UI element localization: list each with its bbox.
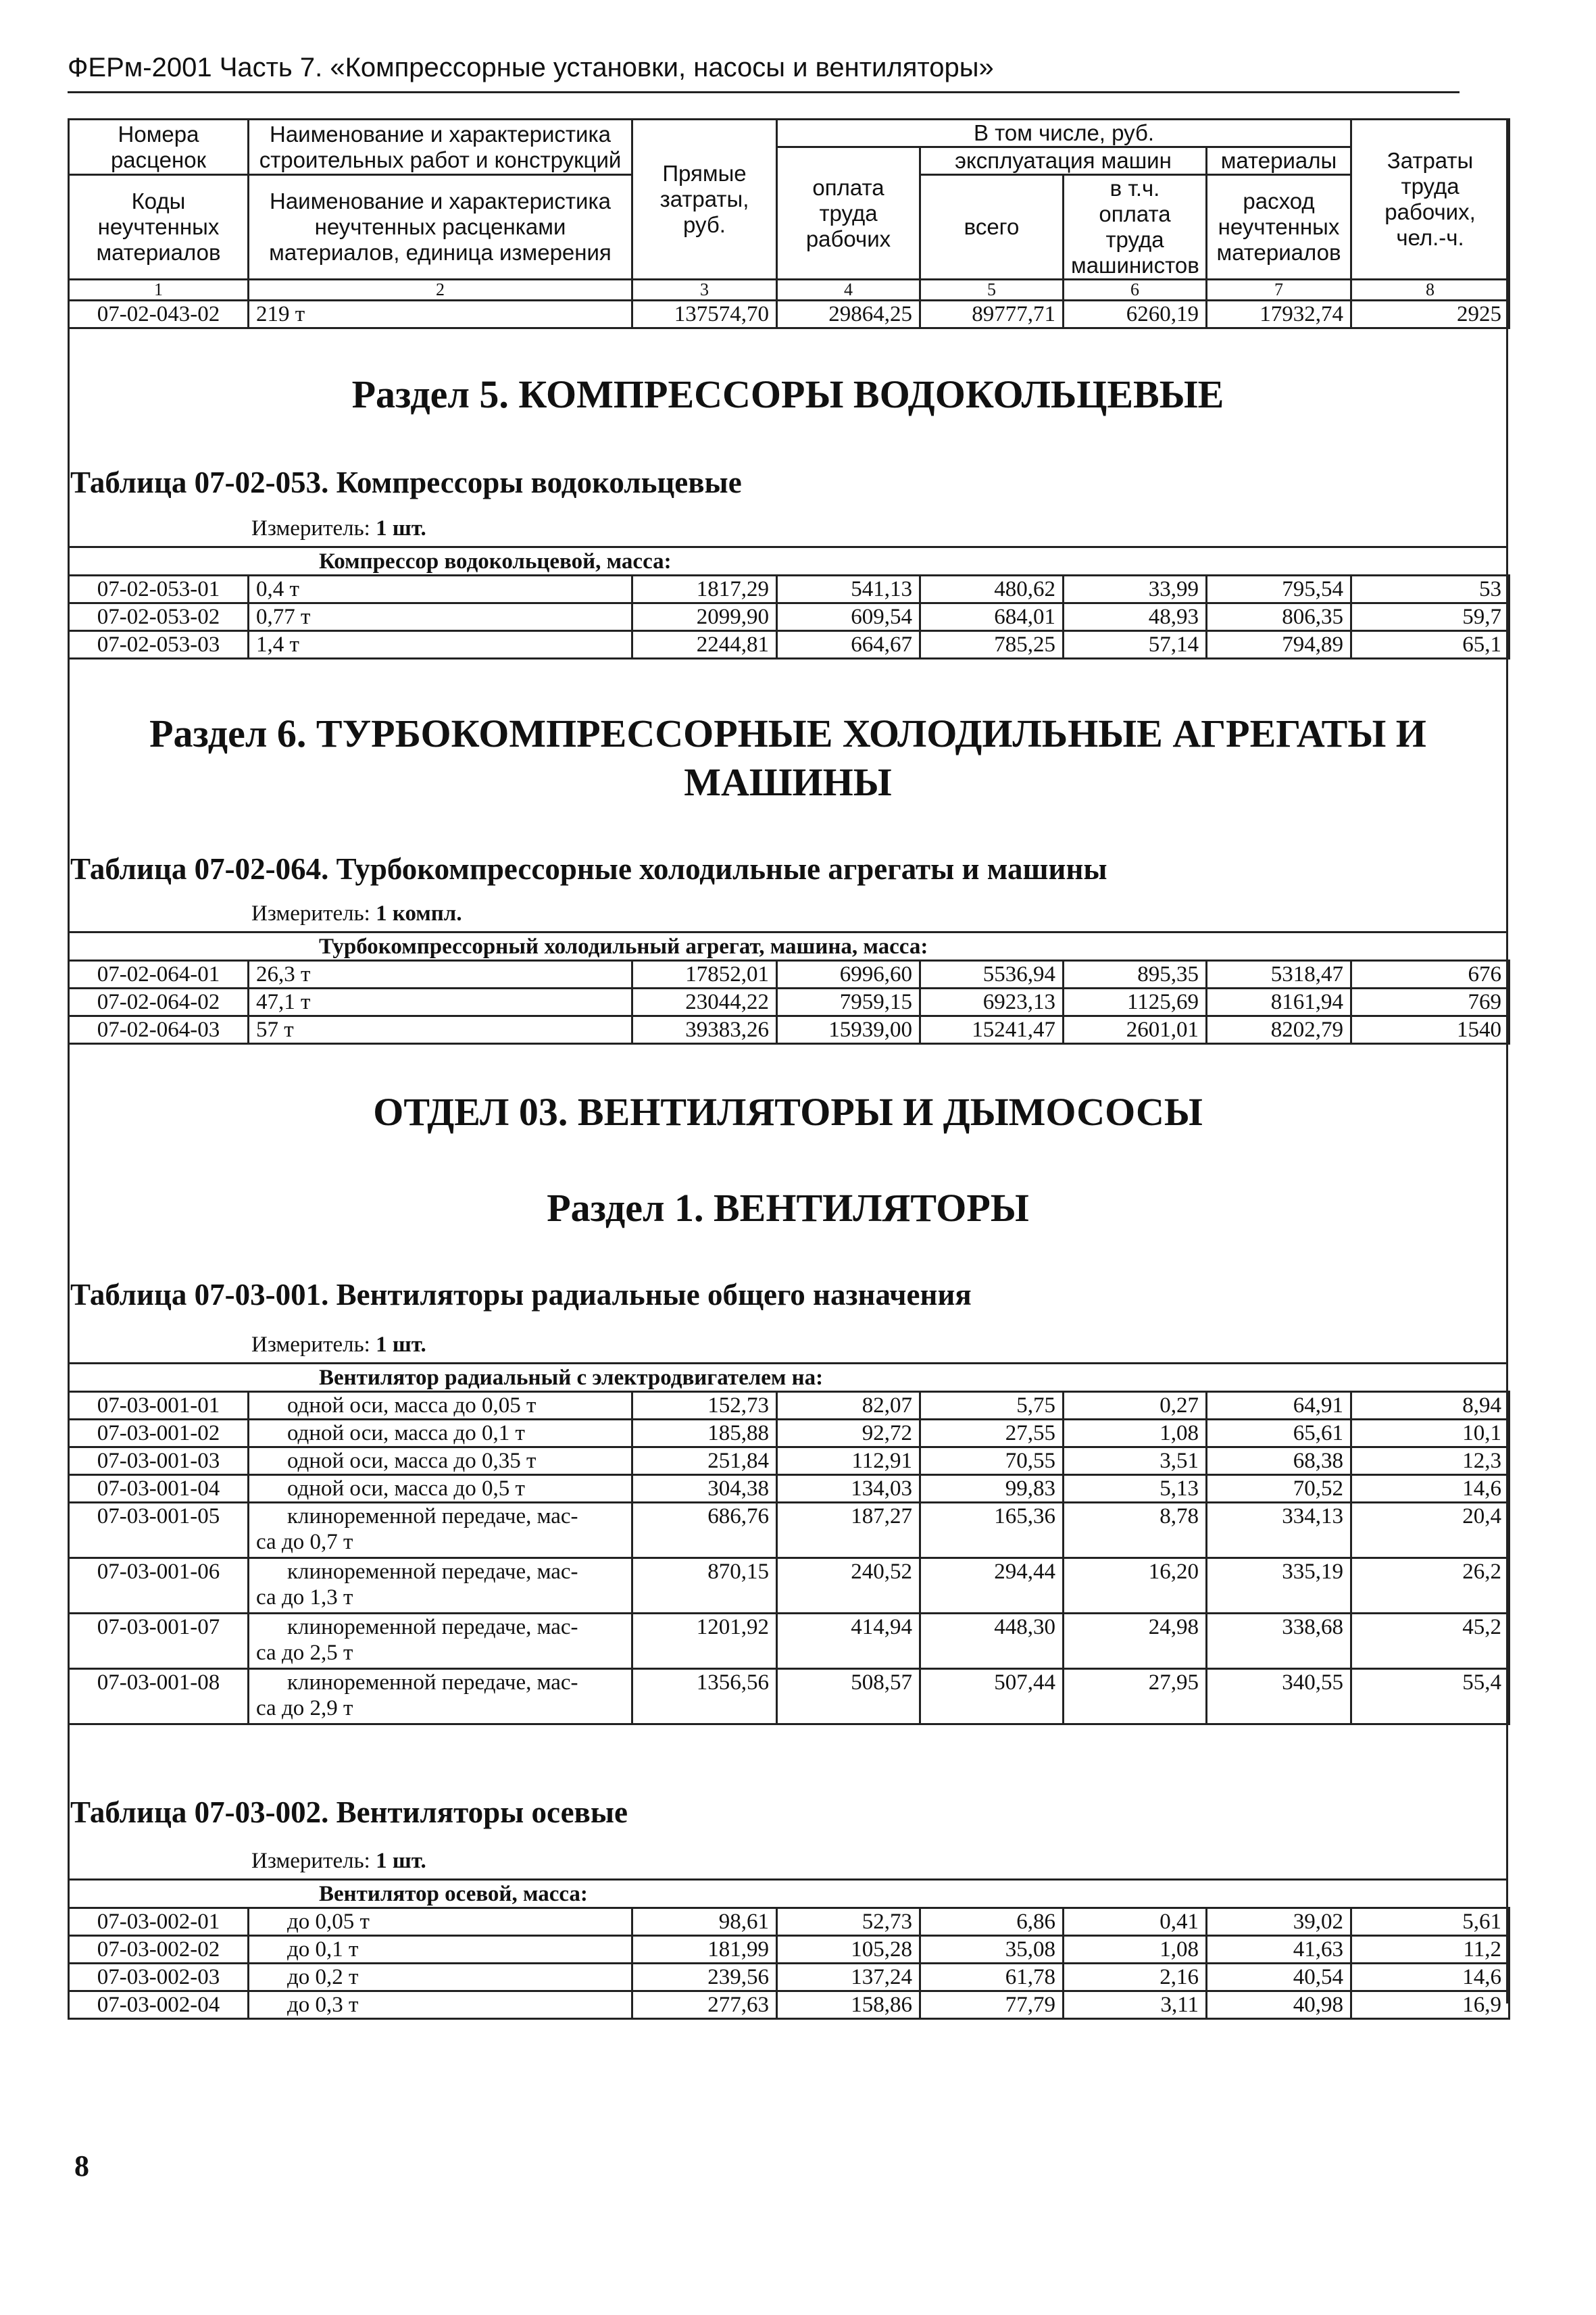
row-worker-pay: 105,28 xyxy=(777,1936,920,1964)
row-code: 07-03-001-08 xyxy=(69,1669,249,1724)
row-direct-costs: 1201,92 xyxy=(632,1614,777,1669)
row-direct-costs: 17852,01 xyxy=(632,961,777,989)
column-header-table xyxy=(68,118,1510,329)
row-operator-pay: 2601,01 xyxy=(1064,1016,1207,1044)
row-direct-costs: 1817,29 xyxy=(632,576,777,603)
table-row xyxy=(69,1016,1510,1044)
row-code: 07-02-053-02 xyxy=(69,603,249,631)
group-row xyxy=(68,931,1508,961)
row-labor-hours: 53 xyxy=(1351,576,1510,603)
row-code: 07-03-001-07 xyxy=(69,1614,249,1669)
row-worker-pay: 134,03 xyxy=(777,1475,920,1503)
row-operator-pay: 3,51 xyxy=(1064,1447,1207,1475)
row-operator-pay: 16,20 xyxy=(1064,1558,1207,1614)
row-machines-total: 5,75 xyxy=(920,1392,1064,1420)
row-material-use: 340,55 xyxy=(1207,1669,1351,1724)
department-03-section-1-title: Раздел 1. ВЕНТИЛЯТОРЫ xyxy=(547,1186,1029,1230)
row-code: 07-03-002-01 xyxy=(69,1908,249,1936)
row-direct-costs: 137574,70 xyxy=(632,301,777,328)
row-code: 07-02-064-02 xyxy=(69,989,249,1016)
row-machines-total: 507,44 xyxy=(920,1669,1064,1724)
row-labor-hours: 45,2 xyxy=(1351,1614,1510,1669)
unit-label: Измеритель: xyxy=(251,1333,370,1357)
row-machines-total: 6923,13 xyxy=(920,989,1064,1016)
row-worker-pay: 52,73 xyxy=(777,1908,920,1936)
row-machines-total: 15241,47 xyxy=(920,1016,1064,1044)
unit-value: 1 шт. xyxy=(376,516,426,541)
row-desc: 219 т xyxy=(249,301,632,328)
table-row xyxy=(69,1475,1510,1503)
row-material-use: 40,98 xyxy=(1207,1991,1351,2019)
row-worker-pay: 508,57 xyxy=(777,1669,920,1724)
table-row xyxy=(69,1964,1510,1991)
row-operator-pay: 6260,19 xyxy=(1064,301,1207,328)
row-material-use: 8202,79 xyxy=(1207,1016,1351,1044)
section-5-title: Раздел 5. КОМПРЕССОРЫ ВОДОКОЛЬЦЕВЫЕ xyxy=(351,372,1224,416)
row-machines-total: 61,78 xyxy=(920,1964,1064,1991)
unit-line xyxy=(251,1849,426,1874)
group-label: Вентилятор осевой, масса: xyxy=(319,1882,588,1906)
table-07-02-053-title: Таблица 07-02-053. Компрессоры водокольцевые xyxy=(70,466,742,499)
col-header-work-name: Наименование и характеристика строительных работ и конструкций xyxy=(249,120,632,175)
col-number: 2 xyxy=(249,280,632,301)
col-header-worker-pay: оплата труда рабочих xyxy=(777,147,920,280)
row-desc xyxy=(249,1614,632,1669)
row-desc-line1: клиноременной передаче, мас- xyxy=(287,1504,578,1528)
row-operator-pay: 33,99 xyxy=(1064,576,1207,603)
row-desc: одной оси, масса до 0,5 т xyxy=(249,1475,632,1503)
col-number: 4 xyxy=(777,280,920,301)
unit-value: 1 шт. xyxy=(376,1849,426,1873)
table-row xyxy=(69,1908,1510,1936)
row-labor-hours: 2925 xyxy=(1351,301,1510,328)
page-number: 8 xyxy=(74,2149,89,2183)
row-material-use: 334,13 xyxy=(1207,1503,1351,1558)
row-desc: 47,1 т xyxy=(249,989,632,1016)
unit-label: Измеритель: xyxy=(251,516,370,541)
row-material-use: 39,02 xyxy=(1207,1908,1351,1936)
row-material-use: 5318,47 xyxy=(1207,961,1351,989)
row-worker-pay: 15939,00 xyxy=(777,1016,920,1044)
group-row xyxy=(68,1362,1508,1392)
table-07-02-053 xyxy=(68,574,1510,659)
row-labor-hours: 12,3 xyxy=(1351,1447,1510,1475)
row-worker-pay: 187,27 xyxy=(777,1503,920,1558)
row-code: 07-03-001-03 xyxy=(69,1447,249,1475)
row-machines-total: 684,01 xyxy=(920,603,1064,631)
unit-label: Измеритель: xyxy=(251,1849,370,1873)
running-header: ФЕРм-2001 Часть 7. «Компрессорные установки, насосы и вентиляторы» xyxy=(68,53,994,82)
unit-line xyxy=(251,1333,426,1358)
row-machines-total: 89777,71 xyxy=(920,301,1064,328)
col-header-machines-total: всего xyxy=(920,175,1064,280)
table-row xyxy=(69,603,1510,631)
col-header-machines: эксплуатация машин xyxy=(920,147,1207,175)
row-code: 07-03-002-03 xyxy=(69,1964,249,1991)
row-operator-pay: 0,27 xyxy=(1064,1392,1207,1420)
row-direct-costs: 2099,90 xyxy=(632,603,777,631)
table-row xyxy=(69,1447,1510,1475)
row-worker-pay: 664,67 xyxy=(777,631,920,659)
row-machines-total: 480,62 xyxy=(920,576,1064,603)
row-worker-pay: 92,72 xyxy=(777,1420,920,1447)
row-desc: 0,4 т xyxy=(249,576,632,603)
col-number: 6 xyxy=(1064,280,1207,301)
row-worker-pay: 112,91 xyxy=(777,1447,920,1475)
row-desc: до 0,05 т xyxy=(249,1908,632,1936)
row-direct-costs: 181,99 xyxy=(632,1936,777,1964)
row-labor-hours: 20,4 xyxy=(1351,1503,1510,1558)
row-worker-pay: 7959,15 xyxy=(777,989,920,1016)
table-row xyxy=(69,989,1510,1016)
row-desc xyxy=(249,1558,632,1614)
row-desc-line1: клиноременной передаче, мас- xyxy=(287,1615,578,1639)
row-desc: до 0,1 т xyxy=(249,1936,632,1964)
row-direct-costs: 23044,22 xyxy=(632,989,777,1016)
table-row xyxy=(69,1614,1510,1669)
col-header-rate-number: Номера расценок xyxy=(69,120,249,175)
table-row xyxy=(69,1392,1510,1420)
row-operator-pay: 1,08 xyxy=(1064,1420,1207,1447)
row-labor-hours: 14,6 xyxy=(1351,1475,1510,1503)
row-operator-pay: 0,41 xyxy=(1064,1908,1207,1936)
row-operator-pay: 8,78 xyxy=(1064,1503,1207,1558)
row-operator-pay: 3,11 xyxy=(1064,1991,1207,2019)
row-code: 07-02-064-01 xyxy=(69,961,249,989)
row-worker-pay: 6996,60 xyxy=(777,961,920,989)
row-labor-hours: 55,4 xyxy=(1351,1669,1510,1724)
row-operator-pay: 48,93 xyxy=(1064,603,1207,631)
row-code: 07-02-043-02 xyxy=(69,301,249,328)
row-code: 07-02-064-03 xyxy=(69,1016,249,1044)
row-material-use: 68,38 xyxy=(1207,1447,1351,1475)
col-number: 7 xyxy=(1207,280,1351,301)
row-worker-pay: 137,24 xyxy=(777,1964,920,1991)
col-number: 3 xyxy=(632,280,777,301)
table-row xyxy=(69,961,1510,989)
row-direct-costs: 98,61 xyxy=(632,1908,777,1936)
row-labor-hours: 14,6 xyxy=(1351,1964,1510,1991)
row-desc: до 0,3 т xyxy=(249,1991,632,2019)
row-desc xyxy=(249,1669,632,1724)
col-number: 5 xyxy=(920,280,1064,301)
table-row xyxy=(69,631,1510,659)
row-labor-hours: 5,61 xyxy=(1351,1908,1510,1936)
row-material-use: 40,54 xyxy=(1207,1964,1351,1991)
row-operator-pay: 1,08 xyxy=(1064,1936,1207,1964)
row-material-use: 65,61 xyxy=(1207,1420,1351,1447)
row-operator-pay: 2,16 xyxy=(1064,1964,1207,1991)
row-worker-pay: 414,94 xyxy=(777,1614,920,1669)
row-desc: 1,4 т xyxy=(249,631,632,659)
col-header-direct-costs: Прямые затраты, руб. xyxy=(632,120,777,280)
row-material-use: 338,68 xyxy=(1207,1614,1351,1669)
unit-line xyxy=(251,901,462,926)
row-code: 07-03-001-01 xyxy=(69,1392,249,1420)
row-desc: одной оси, масса до 0,1 т xyxy=(249,1420,632,1447)
row-desc: 57 т xyxy=(249,1016,632,1044)
row-direct-costs: 39383,26 xyxy=(632,1016,777,1044)
row-labor-hours: 26,2 xyxy=(1351,1558,1510,1614)
row-desc-line2: са до 2,5 т xyxy=(256,1641,353,1665)
table-07-03-001-title: Таблица 07-03-001. Вентиляторы радиальные общего назначения xyxy=(70,1278,972,1312)
table-row xyxy=(69,1420,1510,1447)
row-worker-pay: 82,07 xyxy=(777,1392,920,1420)
row-code: 07-03-001-05 xyxy=(69,1503,249,1558)
unit-value: 1 компл. xyxy=(376,901,462,926)
table-row xyxy=(69,1936,1510,1964)
row-machines-total: 5536,94 xyxy=(920,961,1064,989)
row-machines-total: 99,83 xyxy=(920,1475,1064,1503)
header-rule xyxy=(68,91,1460,93)
row-machines-total: 35,08 xyxy=(920,1936,1064,1964)
col-header-operator-pay: в т.ч. оплата труда машинистов xyxy=(1064,175,1207,280)
group-label: Компрессор водокольцевой, масса: xyxy=(319,549,672,574)
row-operator-pay: 895,35 xyxy=(1064,961,1207,989)
row-machines-total: 448,30 xyxy=(920,1614,1064,1669)
row-code: 07-03-001-06 xyxy=(69,1558,249,1614)
row-material-use: 806,35 xyxy=(1207,603,1351,631)
row-desc-line2: са до 0,7 т xyxy=(256,1530,353,1554)
group-row xyxy=(68,546,1508,576)
col-header-material-use: расход неучтенных материалов xyxy=(1207,175,1351,280)
row-desc: одной оси, масса до 0,35 т xyxy=(249,1447,632,1475)
table-row xyxy=(69,1503,1510,1558)
row-direct-costs: 2244,81 xyxy=(632,631,777,659)
col-header-including: В том числе, руб. xyxy=(777,120,1351,147)
row-direct-costs: 277,63 xyxy=(632,1991,777,2019)
group-label: Турбокомпрессорный холодильный агрегат, машина, масса: xyxy=(319,935,928,959)
row-material-use: 17932,74 xyxy=(1207,301,1351,328)
row-material-use: 795,54 xyxy=(1207,576,1351,603)
table-row xyxy=(69,1991,1510,2019)
row-operator-pay: 24,98 xyxy=(1064,1614,1207,1669)
row-worker-pay: 541,13 xyxy=(777,576,920,603)
row-operator-pay: 27,95 xyxy=(1064,1669,1207,1724)
department-03-title: ОТДЕЛ 03. ВЕНТИЛЯТОРЫ И ДЫМОСОСЫ xyxy=(373,1090,1203,1134)
row-labor-hours: 59,7 xyxy=(1351,603,1510,631)
table-07-03-002 xyxy=(68,1907,1510,2020)
row-material-use: 335,19 xyxy=(1207,1558,1351,1614)
table-07-02-064 xyxy=(68,960,1510,1045)
row-material-use: 794,89 xyxy=(1207,631,1351,659)
group-label: Вентилятор радиальный с электродвигателем на: xyxy=(319,1366,824,1390)
row-operator-pay: 1125,69 xyxy=(1064,989,1207,1016)
row-material-use: 8161,94 xyxy=(1207,989,1351,1016)
row-worker-pay: 158,86 xyxy=(777,1991,920,2019)
section-6-title-line2: МАШИНЫ xyxy=(684,760,892,804)
row-desc: 26,3 т xyxy=(249,961,632,989)
col-header-materials: материалы xyxy=(1207,147,1351,175)
row-desc: 0,77 т xyxy=(249,603,632,631)
row-desc: до 0,2 т xyxy=(249,1964,632,1991)
row-code: 07-02-053-03 xyxy=(69,631,249,659)
row-direct-costs: 185,88 xyxy=(632,1420,777,1447)
row-machines-total: 70,55 xyxy=(920,1447,1064,1475)
row-code: 07-03-002-04 xyxy=(69,1991,249,2019)
table-row xyxy=(69,1669,1510,1724)
unit-value: 1 шт. xyxy=(376,1333,426,1357)
row-direct-costs: 1356,56 xyxy=(632,1669,777,1724)
row-machines-total: 6,86 xyxy=(920,1908,1064,1936)
row-direct-costs: 152,73 xyxy=(632,1392,777,1420)
section-6-title xyxy=(68,710,1508,807)
row-worker-pay: 609,54 xyxy=(777,603,920,631)
table-07-03-001 xyxy=(68,1391,1510,1725)
row-direct-costs: 686,76 xyxy=(632,1503,777,1558)
col-header-material-name: Наименование и характеристика неучтенных расценками материалов, единица измерения xyxy=(249,175,632,280)
section-6-title-line1: Раздел 6. ТУРБОКОМПРЕССОРНЫЕ ХОЛОДИЛЬНЫЕ АГРЕГАТЫ И xyxy=(149,712,1426,755)
unit-line xyxy=(251,516,426,541)
row-code: 07-03-001-04 xyxy=(69,1475,249,1503)
row-worker-pay: 29864,25 xyxy=(777,301,920,328)
table-07-03-002-title: Таблица 07-03-002. Вентиляторы осевые xyxy=(70,1795,628,1829)
row-worker-pay: 240,52 xyxy=(777,1558,920,1614)
row-desc-line2: са до 2,9 т xyxy=(256,1696,353,1720)
row-labor-hours: 8,94 xyxy=(1351,1392,1510,1420)
row-labor-hours: 11,2 xyxy=(1351,1936,1510,1964)
row-labor-hours: 65,1 xyxy=(1351,631,1510,659)
table-07-02-064-title: Таблица 07-02-064. Турбокомпрессорные холодильные агрегаты и машины xyxy=(70,852,1107,886)
row-machines-total: 165,36 xyxy=(920,1503,1064,1558)
row-material-use: 70,52 xyxy=(1207,1475,1351,1503)
row-labor-hours: 769 xyxy=(1351,989,1510,1016)
row-material-use: 41,63 xyxy=(1207,1936,1351,1964)
group-row xyxy=(68,1878,1508,1908)
col-number: 1 xyxy=(69,280,249,301)
row-operator-pay: 57,14 xyxy=(1064,631,1207,659)
row-labor-hours: 16,9 xyxy=(1351,1991,1510,2019)
col-header-labor-hours: Затраты труда рабочих, чел.-ч. xyxy=(1351,120,1510,280)
row-machines-total: 77,79 xyxy=(920,1991,1064,2019)
row-machines-total: 785,25 xyxy=(920,631,1064,659)
row-operator-pay: 5,13 xyxy=(1064,1475,1207,1503)
row-desc: одной оси, масса до 0,05 т xyxy=(249,1392,632,1420)
table-row xyxy=(69,1558,1510,1614)
row-desc-line2: са до 1,3 т xyxy=(256,1585,353,1610)
row-desc-line1: клиноременной передаче, мас- xyxy=(287,1670,578,1695)
row-code: 07-03-002-02 xyxy=(69,1936,249,1964)
row-direct-costs: 239,56 xyxy=(632,1964,777,1991)
row-material-use: 64,91 xyxy=(1207,1392,1351,1420)
row-direct-costs: 304,38 xyxy=(632,1475,777,1503)
col-number: 8 xyxy=(1351,280,1510,301)
row-labor-hours: 10,1 xyxy=(1351,1420,1510,1447)
row-labor-hours: 1540 xyxy=(1351,1016,1510,1044)
table-row xyxy=(69,576,1510,603)
row-machines-total: 27,55 xyxy=(920,1420,1064,1447)
unit-label: Измеритель: xyxy=(251,901,370,926)
row-desc xyxy=(249,1503,632,1558)
row-machines-total: 294,44 xyxy=(920,1558,1064,1614)
row-direct-costs: 870,15 xyxy=(632,1558,777,1614)
row-code: 07-02-053-01 xyxy=(69,576,249,603)
row-direct-costs: 251,84 xyxy=(632,1447,777,1475)
row-labor-hours: 676 xyxy=(1351,961,1510,989)
row-code: 07-03-001-02 xyxy=(69,1420,249,1447)
row-desc-line1: клиноременной передаче, мас- xyxy=(287,1560,578,1584)
col-header-material-codes: Коды неучтенных материалов xyxy=(69,175,249,280)
